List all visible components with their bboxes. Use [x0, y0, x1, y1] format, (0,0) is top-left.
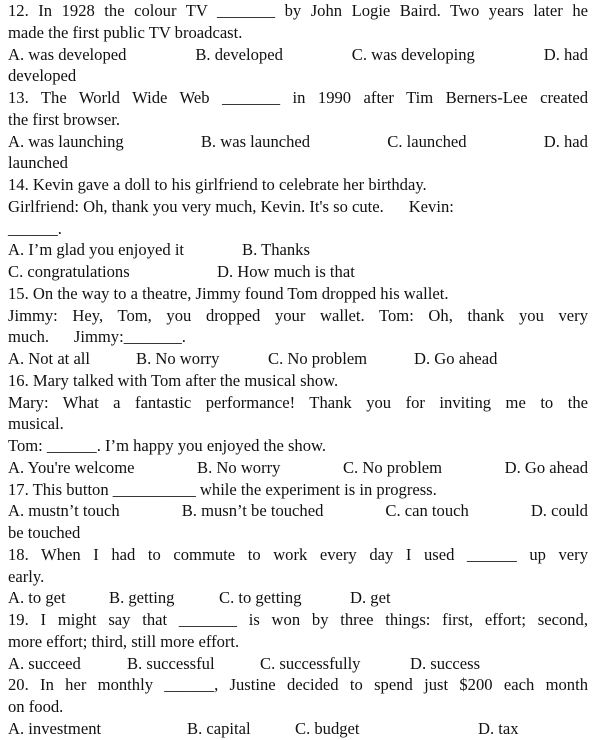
q17-option-d-cont: be touched	[8, 523, 81, 542]
q14-blank: ______.	[8, 218, 62, 238]
q12-option-c: C. was developing	[351, 44, 475, 64]
q16-dialogue-cont: musical.	[8, 414, 64, 434]
q15-dialogue: Jimmy: Hey, Tom, you dropped your wallet. Tom: Oh, thank you very	[8, 305, 588, 325]
q17-option-a: A. mustn’t touch	[8, 501, 120, 521]
q12-option-a: A. was developed	[8, 44, 127, 64]
q17-stem: 17. This button __________ while the experiment is in progress.	[8, 479, 437, 499]
q15-stem: 15. On the way to a theatre, Jimmy found Tom dropped his wallet.	[8, 283, 449, 303]
q14-option-d: D. How much is that	[217, 262, 355, 281]
q18-option-d: D. get	[350, 588, 391, 608]
q12-option-d: D. had	[543, 44, 588, 64]
q12-options	[8, 44, 588, 66]
q13-option-c: C. launched	[387, 131, 467, 151]
q19-option-b: B. successful	[127, 653, 215, 673]
q14-option-a: A. I’m glad you enjoyed it	[8, 240, 185, 260]
q14-dialogue: Girlfriend: Oh, thank you very much, Kevin. It's so cute. Kevin:	[8, 196, 454, 216]
q14-option-c: C. congratulations	[8, 262, 130, 281]
q20-option-c: C. budget	[295, 718, 360, 738]
q13-stem: 13. The World Wide Web _______ in 1990 after Tim Berners-Lee created	[8, 88, 588, 107]
q16-option-b: B. No worry	[197, 457, 281, 477]
q17-option-d: D. could	[530, 501, 588, 521]
q17-options	[8, 500, 588, 522]
q14-stem: 14. Kevin gave a doll to his girlfriend to celebrate her birthday.	[8, 175, 427, 194]
q18-option-c: C. to getting	[219, 588, 302, 608]
q12-option-b: B. developed	[195, 44, 283, 64]
q18-option-b: B. getting	[109, 588, 175, 608]
q19-option-c: C. successfully	[260, 653, 361, 673]
q14-option-b: B. Thanks	[242, 240, 310, 260]
q20-options	[8, 718, 588, 740]
q19-options	[8, 653, 588, 675]
q12-option-d-cont: developed	[8, 66, 77, 86]
q20-option-a: A. investment	[8, 718, 102, 738]
q14-options-row1	[8, 239, 588, 261]
q17-option-c: C. can touch	[385, 501, 469, 521]
q19-stem: 19. I might say that _______ is won by three things: first, effort; second,	[8, 610, 588, 629]
q18-options	[8, 587, 588, 609]
q19-option-d: D. success	[410, 653, 481, 673]
worksheet	[8, 0, 588, 740]
q13-option-d: D. had	[543, 131, 588, 151]
q13-option-b: B. was launched	[200, 131, 311, 151]
q15-options	[8, 348, 588, 370]
q16-option-a: A. You're welcome	[8, 457, 135, 477]
q16-option-d: D. Go ahead	[504, 457, 588, 477]
q16-dialogue: Mary: What a fantastic performance! Thank you for inviting me to the	[8, 392, 588, 412]
q16-reply: Tom: ______. I’m happy you enjoyed the show.	[8, 436, 327, 455]
q20-stem-cont: on food.	[8, 697, 64, 716]
q18-stem-cont: early.	[8, 566, 45, 586]
q12-stem-cont: made the first public TV broadcast.	[8, 22, 243, 42]
q13-option-d-cont: launched	[8, 153, 68, 173]
q15-option-d: D. Go ahead	[414, 349, 498, 368]
q19-option-a: A. succeed	[8, 653, 81, 673]
q18-stem: 18. When I had to commute to work every day I used ______ up very	[8, 544, 588, 564]
q19-stem-cont: more effort; third, still more effort.	[8, 631, 240, 651]
q14-options-row2	[8, 261, 588, 283]
q20-stem: 20. In her monthly ______, Justine decided to spend just $200 each month	[8, 675, 588, 695]
q18-option-a: A. to get	[8, 588, 66, 608]
q15-dialogue-cont: much. Jimmy:_______.	[8, 327, 186, 347]
q13-options	[8, 131, 588, 153]
q13-stem-cont: the first browser.	[8, 109, 120, 129]
q15-option-b: B. No worry	[136, 349, 220, 368]
q13-option-a: A. was launching	[8, 131, 124, 151]
q15-option-c: C. No problem	[268, 349, 368, 368]
q15-option-a: A. Not at all	[8, 349, 91, 368]
q20-option-d: D. tax	[478, 718, 519, 738]
q16-option-c: C. No problem	[342, 457, 443, 477]
q12-stem: 12. In 1928 the colour TV _______ by John Logie Baird. Two years later he	[8, 1, 588, 20]
q17-option-b: B. musn’t be touched	[181, 501, 324, 521]
q16-stem: 16. Mary talked with Tom after the musical show.	[8, 370, 339, 390]
q20-option-b: B. capital	[187, 718, 251, 738]
q16-options	[8, 457, 588, 479]
